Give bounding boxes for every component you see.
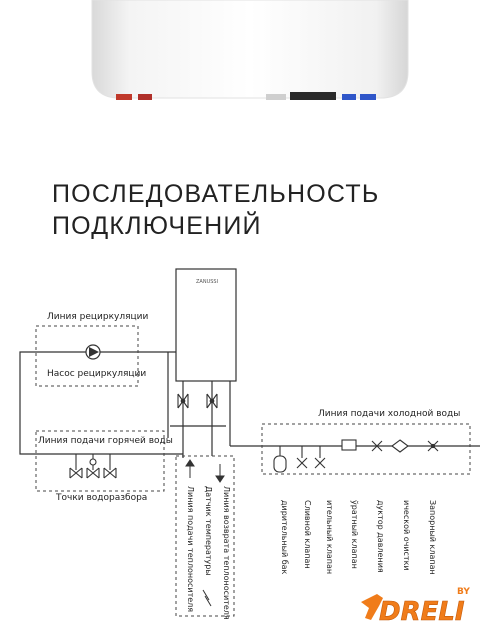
label-recirculation-pump: Насос рециркуляции: [47, 369, 147, 379]
heater-brand-label: ZANUSSI: [196, 279, 219, 285]
heater-box: [176, 269, 236, 381]
cold-component-label: ительный клапан: [325, 500, 334, 575]
dreli-logo: [357, 572, 477, 628]
logo-tag: BY: [457, 587, 470, 597]
cold-component-label: Сливной клапан: [303, 500, 312, 569]
cold-component-label: Запорный клапан: [428, 500, 437, 575]
cold-component-label: ической очистки: [402, 500, 411, 571]
cold-component-label: дирительный бак: [280, 500, 289, 575]
heater-valve-icons: [178, 394, 217, 408]
tap-point-icons: [70, 454, 116, 478]
cold-component-label: дуктор давления: [376, 500, 385, 573]
label-heat-carrier-return: Линия возврата теплоносителя: [222, 486, 231, 620]
label-cold-water-line: Линия подачи холодной воды: [318, 409, 461, 419]
label-recirculation-line: Линия рециркуляции: [47, 312, 149, 322]
cold-line-box: [262, 424, 470, 474]
title-line-2: ПОДКЛЮЧЕНИЙ: [52, 212, 262, 240]
label-draw-off-points: Точки водоразбора: [56, 493, 148, 503]
cold-components: [274, 440, 438, 472]
label-hot-water-line: Линия подачи горячей воды: [38, 436, 173, 446]
title-line-1: ПОСЛЕДОВАТЕЛЬНОСТЬ: [52, 180, 380, 208]
label-temperature-sensor: Датчик температуры: [204, 486, 213, 576]
cold-component-label: ўратный клапан: [350, 500, 359, 569]
pump-icon: [86, 345, 100, 359]
label-heat-carrier-supply: Линия подачи теплоносителя: [186, 486, 195, 613]
logo-text: DRELI: [379, 597, 465, 627]
